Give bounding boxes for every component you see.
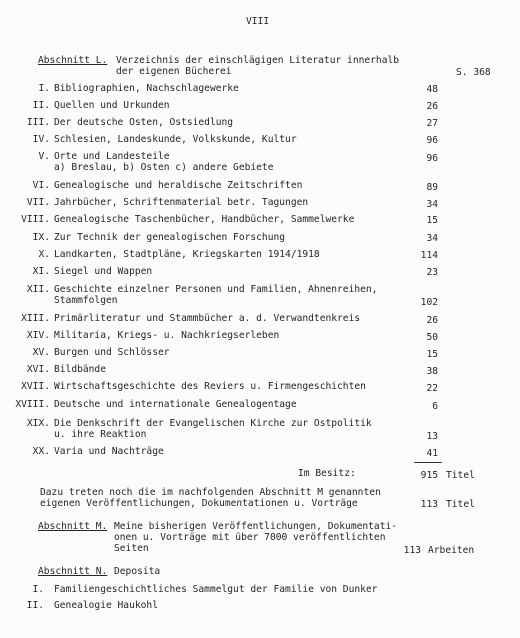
item-text: Geschichte einzelner Personen und Familien, Ahnenreihen,	[54, 284, 378, 295]
item-text: Burgen und Schlösser	[54, 347, 170, 358]
item-count: 89	[426, 182, 438, 193]
item-count: 15	[426, 215, 438, 226]
section-n-label: Abschnitt N.	[38, 566, 108, 577]
item-count: 114	[420, 250, 438, 261]
item-roman: XIX.	[26, 418, 50, 429]
item-roman: II.	[32, 100, 50, 111]
item-text: Landkarten, Stadtpläne, Kriegskarten 1914/1918	[54, 249, 320, 260]
extra-line1: Dazu treten noch die im nachfolgenden Abschnitt M genannten	[40, 487, 381, 498]
item-count: 27	[426, 118, 438, 129]
item-text: Genealogische und heraldische Zeitschriften	[54, 180, 303, 191]
item-text: Wirtschaftsgeschichte des Reviers u. Firmengeschichten	[54, 381, 366, 392]
item-roman: XI.	[32, 266, 50, 277]
item-count: 50	[426, 332, 438, 343]
extra-unit: Titel	[446, 499, 475, 510]
item-text: Deutsche und internationale Genealogentage	[54, 399, 297, 410]
item-text: Orte und Landesteile	[54, 151, 170, 162]
item-count: 34	[426, 233, 438, 244]
section-l-title-line1: Verzeichnis der einschlägigen Literatur innerhalb	[116, 55, 400, 66]
item-roman: X.	[38, 249, 50, 260]
section-m-line1: Meine bisherigen Veröffentlichungen, Dokumentati-	[114, 521, 398, 532]
item-text-continued: a) Breslau, b) Osten c) andere Gebiete	[54, 162, 274, 173]
item-roman: XII.	[26, 284, 50, 295]
item-text: Militaria, Kriegs- u. Nachkriegserleben	[54, 330, 280, 341]
page-number: VIII	[246, 16, 270, 27]
item-roman: III.	[26, 117, 50, 128]
item-count: 13	[426, 431, 438, 442]
item-count: 6	[432, 401, 438, 412]
section-l-page-ref: S. 368	[456, 67, 491, 78]
item-count: 26	[426, 315, 438, 326]
item-count: 22	[426, 383, 438, 394]
item-roman: XVII.	[21, 381, 50, 392]
section-n-item-roman: I.	[32, 584, 44, 595]
item-roman: V.	[38, 151, 50, 162]
total-label: Im Besitz:	[298, 468, 356, 479]
item-roman: VIII.	[21, 214, 50, 225]
item-text: Genealogische Taschenbücher, Handbücher, Sammelwerke	[54, 214, 355, 225]
item-roman: XX.	[32, 446, 50, 457]
section-l-label: Abschnitt L.	[38, 55, 108, 66]
section-m-label: Abschnitt M.	[38, 521, 108, 532]
item-text-continued: Stammfolgen	[54, 295, 118, 306]
section-n-item-text: Familiengeschichtliches Sammelgut der Familie von Dunker	[54, 584, 378, 595]
item-count: 34	[426, 199, 438, 210]
item-roman: XIV.	[26, 330, 50, 341]
item-roman: IV.	[32, 134, 50, 145]
total-unit: Titel	[446, 470, 475, 481]
section-m-unit: Arbeiten	[428, 545, 475, 556]
item-count: 23	[426, 267, 438, 278]
item-count: 102	[420, 297, 438, 308]
item-text: Der deutsche Osten, Ostsiedlung	[54, 117, 234, 128]
item-count: 96	[426, 153, 438, 164]
section-n-item-text: Genealogie Haukohl	[54, 600, 158, 611]
sum-rule	[414, 462, 442, 463]
item-text-continued: u. ihre Reaktion	[54, 429, 147, 440]
item-count: 96	[426, 135, 438, 146]
item-text: Primärliteratur und Stammbücher a. d. Verwandtenkreis	[54, 313, 361, 324]
item-roman: VII.	[26, 197, 50, 208]
item-text: Varia und Nachträge	[54, 446, 164, 457]
item-roman: XVIII.	[15, 399, 50, 410]
item-text: Die Denkschrift der Evangelischen Kirche zur Ostpolitik	[54, 418, 372, 429]
item-count: 26	[426, 101, 438, 112]
item-count: 38	[426, 366, 438, 377]
section-m-value: 113	[403, 545, 421, 556]
item-text: Quellen und Urkunden	[54, 100, 170, 111]
section-l-title-line2: der eigenen Bücherei	[116, 66, 232, 77]
item-roman: IX.	[32, 232, 50, 243]
section-n-title: Deposita	[114, 566, 161, 577]
item-roman: XIII.	[21, 313, 50, 324]
total-value: 915	[420, 470, 438, 481]
item-text: Siegel und Wappen	[54, 266, 153, 277]
section-n-item-roman: II.	[26, 600, 44, 611]
item-text: Jahrbücher, Schriftenmaterial betr. Tagungen	[54, 197, 309, 208]
item-roman: XVI.	[26, 364, 50, 375]
item-count: 48	[426, 84, 438, 95]
item-roman: I.	[38, 83, 50, 94]
item-text: Schlesien, Landeskunde, Volkskunde, Kultur	[54, 134, 297, 145]
extra-line2: eigenen Veröffentlichungen, Dokumentationen u. Vorträge	[40, 498, 358, 509]
item-roman: XV.	[32, 347, 50, 358]
item-text: Zur Technik der genealogischen Forschung	[54, 232, 286, 243]
extra-value: 113	[420, 499, 438, 510]
item-count: 15	[426, 349, 438, 360]
section-m-line3: Seiten	[114, 543, 149, 554]
section-m-line2: onen u. Vorträge mit über 7000 veröffentlichten	[114, 532, 386, 543]
item-text: Bibliographien, Nachschlagewerke	[54, 83, 239, 94]
item-text: Bildbände	[54, 364, 106, 375]
item-count: 41	[426, 448, 438, 459]
item-roman: VI.	[32, 180, 50, 191]
